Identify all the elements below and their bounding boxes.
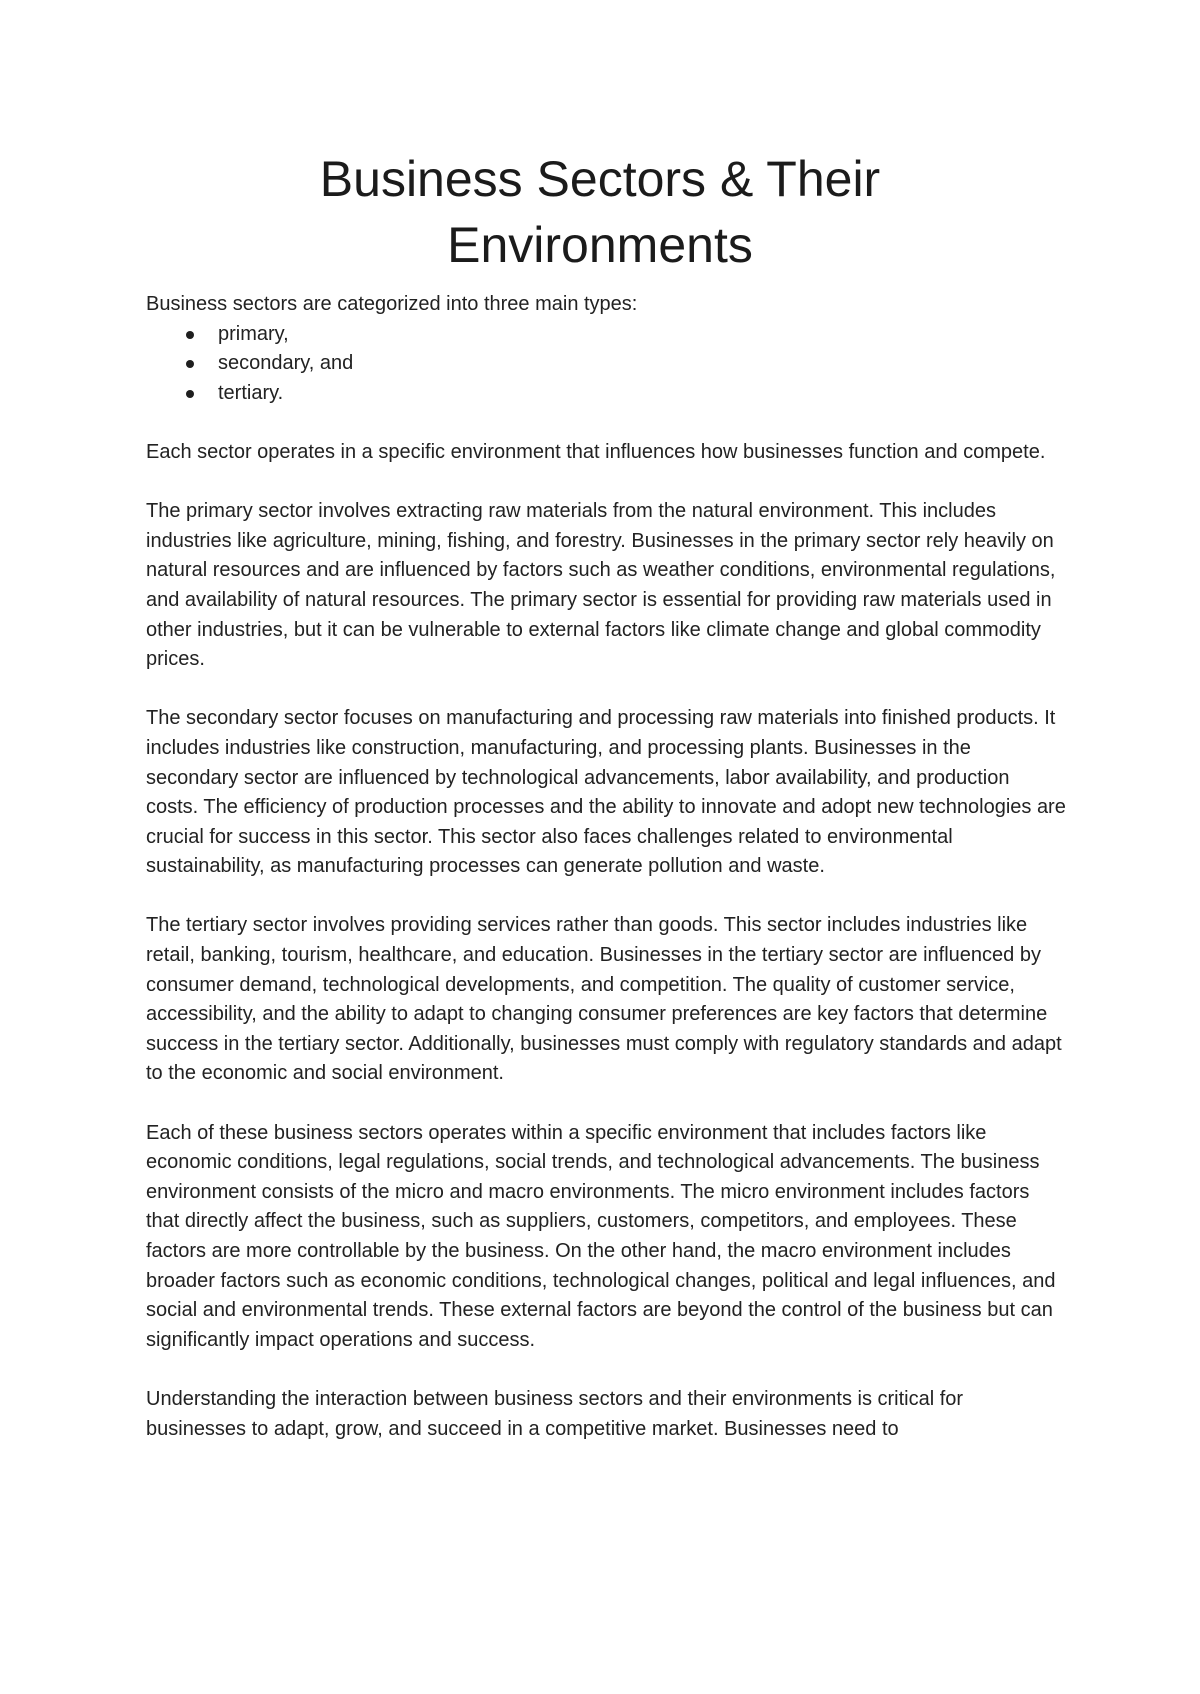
list-item: [146, 320, 1066, 350]
tertiary-sector-paragraph: The tertiary sector involves providing services rather than goods. This sector includes industries like retail, banking, tourism, healthcare, and education. Businesses in the tertiary sector are influenced by consumer demand, technological developments, and competition. The quality of customer service, accessibility, and the ability to adapt to changing consumer preferences are key factors that determine success in the tertiary sector. Additionally, businesses must comply with regulatory standards and adapt to the economic and social environment.: [146, 914, 1062, 1085]
list-item: [146, 379, 1066, 409]
paragraph-spacer: [146, 675, 1066, 705]
secondary-sector-paragraph: The secondary sector focuses on manufacturing and processing raw materials into finished products. It includes industries like construction, manufacturing, and processing plants. Businesses in the secondary sector are influenced by technological advancements, labor availability, and production costs. The efficiency of production processes and the ability to innovate and adopt new technologies are crucial for success in this sector. This sector also faces challenges related to environmental sustainability, as manufacturing processes can generate pollution and waste.: [146, 707, 1066, 878]
list-item-text: tertiary.: [218, 381, 284, 404]
primary-sector-paragraph: The primary sector involves extracting raw materials from the natural environment. This includes industries like agriculture, mining, fishing, and forestry. Businesses in the primary sector rely heavily on natural resources and are influenced by factors such as weather conditions, environmental regulations, and availability of natural resources. The primary sector is essential for providing raw materials used in other industries, but it can be vulnerable to external factors like climate change and global commodity prices.: [146, 500, 1056, 671]
bullet-icon: [186, 331, 194, 339]
paragraph-spacer: [146, 1089, 1066, 1119]
business-environment-paragraph: Each of these business sectors operates within a specific environment that includes factors like economic conditions, legal regulations, social trends, and technological advancements. The business environment consists of the micro and macro environments. The micro environment includes factors that directly affect the business, such as suppliers, customers, competitors, and employees. These factors are more controllable by the business. On the other hand, the macro environment includes broader factors such as economic conditions, technological changes, political and legal influences, and social and environmental trends. These external factors are beyond the control of the business but can significantly impact operations and success.: [146, 1121, 1056, 1351]
document-body: [146, 290, 1066, 1444]
conclusion-paragraph: Understanding the interaction between business sectors and their environments is critical for businesses to adapt, grow, and succeed in a competitive market. Businesses need to: [146, 1387, 964, 1440]
list-item-text: secondary, and: [218, 352, 354, 375]
title-line-2: Environments: [447, 217, 753, 273]
bullet-icon: [186, 390, 194, 398]
list-item-text: primary,: [218, 322, 289, 345]
intro-paragraph: Business sectors are categorized into three main types:: [146, 293, 638, 315]
paragraph-spacer: [146, 1355, 1066, 1385]
sector-type-list: [146, 320, 1066, 409]
list-item: [146, 349, 1066, 379]
document-title: [0, 146, 1200, 278]
title-line-1: Business Sectors & Their: [319, 151, 881, 207]
paragraph-spacer: [146, 408, 1066, 438]
paragraph-spacer: [146, 882, 1066, 912]
paragraph-spacer: [146, 468, 1066, 498]
bullet-icon: [186, 360, 194, 368]
sector-environment-paragraph: Each sector operates in a specific environment that influences how businesses function and compete.: [146, 440, 1046, 463]
